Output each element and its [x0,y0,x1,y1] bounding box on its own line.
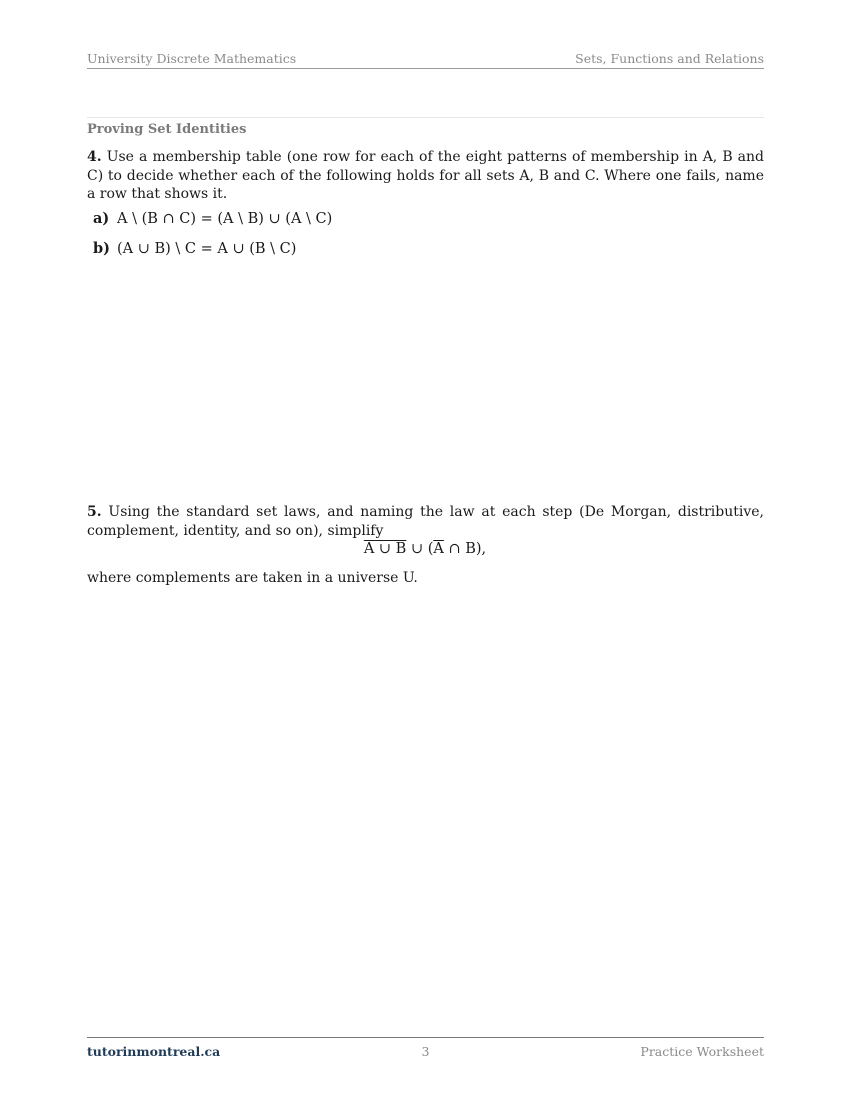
page-number: 3 [421,1044,430,1059]
section-divider [87,117,764,118]
running-footer [87,1037,764,1060]
question-5-number: 5. [87,504,102,520]
question-5-after-text: where complements are taken in a universe U. [87,570,418,586]
expr-middle: ∪ ( [406,541,434,557]
part-label: b) [93,240,110,257]
question-4-part-a [93,210,332,227]
expr-rest: ∩ B), [443,541,487,557]
question-4-part-b [93,240,296,257]
section-title: Proving Set Identities [87,122,247,137]
running-header [87,51,764,69]
overlined-variable: $\overline{A}$ [433,541,444,557]
header-chapter-title: Sets, Functions and Relations [575,51,764,66]
overlined-union: A ∪ B [363,541,407,557]
question-5-text: Using the standard set laws, and naming the law at each step (De Morgan, distributive, complement, identity, and so on), simplify [87,504,765,539]
footer-label: Practice Worksheet [640,1044,764,1059]
question-4-text: Use a membership table (one row for each of the eight patterns of membership in A, B and C) to decide whether each of the following holds for all sets A, B and C. Where one fails, name a row that shows it. [87,149,765,202]
header-course-title: University Discrete Mathematics [87,51,297,66]
question-5 [87,503,764,540]
part-label: a) [93,210,110,227]
part-expression: (A ∪ B) \ C = A ∪ (B \ C) [117,241,297,257]
part-expression: A \ (B ∩ C) = (A \ B) ∪ (A \ C) [117,211,333,227]
question-4-number: 4. [87,149,102,165]
question-4 [87,148,764,204]
footer-site-link[interactable]: tutorinmontreal.ca [87,1044,221,1059]
display-expression [0,541,850,557]
